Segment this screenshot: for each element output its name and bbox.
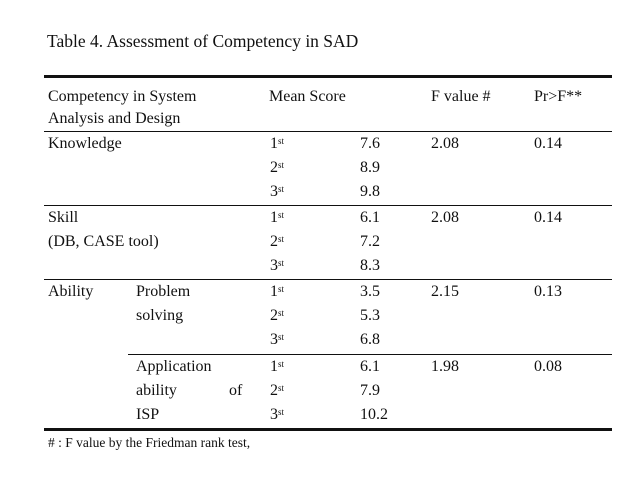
- score-value: 7.6: [360, 135, 380, 152]
- header-competency: Competency in System: [48, 88, 197, 105]
- score-value: 10.2: [360, 406, 388, 423]
- table-caption: Table 4. Assessment of Competency in SAD: [47, 31, 359, 51]
- score-value: 6.1: [360, 358, 380, 375]
- round-label: 3st: [270, 257, 285, 274]
- round-label: 1st: [270, 209, 285, 226]
- round-label: 3st: [270, 406, 285, 423]
- f-value: 2.15: [431, 283, 459, 300]
- application-label: Application: [136, 358, 212, 375]
- row-rule-3: [128, 354, 612, 355]
- f-value: 2.08: [431, 135, 459, 152]
- header-competency-line2: Analysis and Design: [48, 110, 181, 127]
- knowledge-label: Knowledge: [48, 135, 122, 152]
- f-value: 1.98: [431, 358, 459, 375]
- round-label: 3st: [270, 183, 285, 200]
- ability-label: Ability: [48, 283, 94, 300]
- top-rule: [44, 75, 612, 78]
- header-pr: Pr>F**: [534, 88, 583, 105]
- score-value: 8.9: [360, 159, 380, 176]
- score-value: 6.8: [360, 331, 380, 348]
- round-label: 3st: [270, 331, 285, 348]
- pr-value: 0.08: [534, 358, 562, 375]
- application-label-line2b: of: [229, 382, 243, 399]
- pr-value: 0.14: [534, 135, 562, 152]
- round-label: 2st: [270, 233, 285, 250]
- pr-value: 0.14: [534, 209, 562, 226]
- problem-label: Problem: [136, 283, 191, 300]
- bottom-rule: [44, 428, 612, 431]
- round-label: 1st: [270, 358, 285, 375]
- score-value: 8.3: [360, 257, 380, 274]
- round-label: 2st: [270, 307, 285, 324]
- round-label: 2st: [270, 159, 285, 176]
- score-value: 3.5: [360, 283, 380, 300]
- header-mean-score: Mean Score: [269, 88, 346, 105]
- round-label: 2st: [270, 382, 285, 399]
- skill-label: Skill: [48, 209, 79, 226]
- pr-value: 0.13: [534, 283, 562, 300]
- problem-label-line2: solving: [136, 307, 184, 324]
- footnote: # : F value by the Friedman rank test,: [48, 435, 251, 450]
- application-label-line2a: ability: [136, 382, 177, 399]
- score-value: 7.9: [360, 382, 380, 399]
- score-value: 5.3: [360, 307, 380, 324]
- round-label: 1st: [270, 283, 285, 300]
- row-rule-1: [44, 205, 612, 206]
- round-label: 1st: [270, 135, 285, 152]
- score-value: 6.1: [360, 209, 380, 226]
- skill-label-line2: (DB, CASE tool): [48, 233, 159, 250]
- header-rule: [44, 131, 612, 132]
- application-label-line3: ISP: [136, 406, 160, 423]
- header-f-value: F value #: [431, 88, 491, 105]
- score-value: 9.8: [360, 183, 380, 200]
- row-rule-2: [44, 279, 612, 280]
- score-value: 7.2: [360, 233, 380, 250]
- f-value: 2.08: [431, 209, 459, 226]
